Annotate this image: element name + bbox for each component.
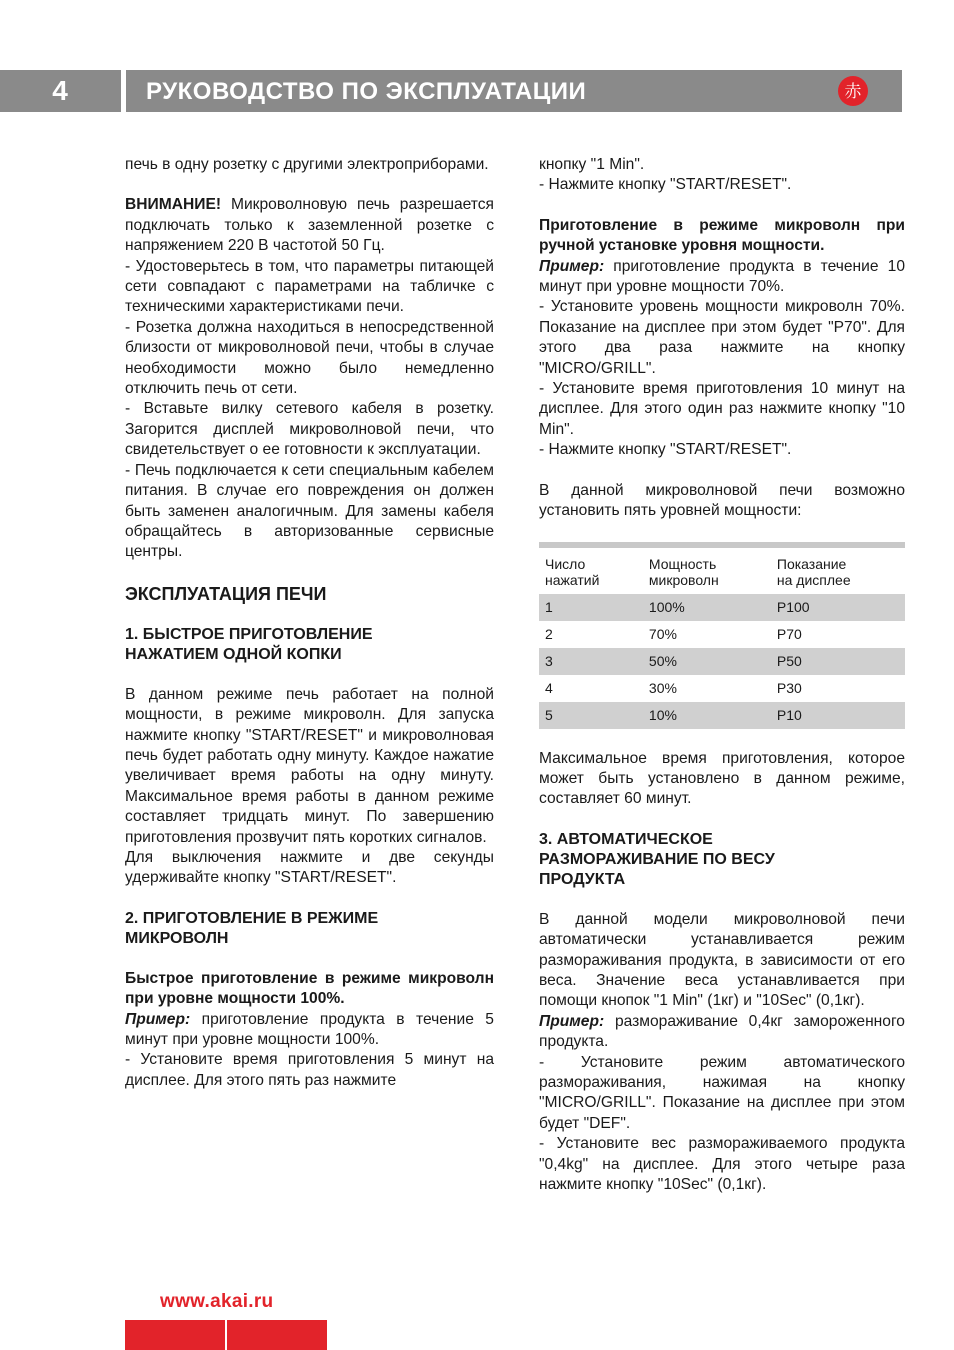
warning-paragraph <box>125 195 494 256</box>
table-row <box>539 594 905 621</box>
table-cell: 50% <box>643 648 771 675</box>
list-item: - Удостоверьтесь в том, что параметры питающей сети совпадают с параметрами на табличке с техническими характеристиками печи. <box>125 257 494 316</box>
list-item: - Установите уровень мощности микроволн 70%. Показание на дисплее при этом будет "P70". Для этого два раза нажмите на кнопку "MICRO/GRILL". <box>539 298 905 377</box>
footer-website-link[interactable]: www.akai.ru <box>160 1291 274 1312</box>
logo-glyph: 赤 <box>844 82 862 102</box>
table-cell: 30% <box>648 680 677 696</box>
list-item: - Вставьте вилку сетевого кабеля в розетку. Загорится дисплей микроволновой печи, что свидетельствует о ее готовности к эксплуатации. <box>125 400 494 459</box>
example-paragraph: Пример: приготовление продукта в течение 10 минут при уровне мощности 70%. <box>539 257 905 296</box>
table-row <box>539 648 905 675</box>
subsection-heading: 1. БЫСТРОЕ ПРИГОТОВЛЕНИЕ НАЖАТИЕМ ОДНОЙ КОПКИ <box>125 625 373 663</box>
footer-red-bar <box>227 1320 327 1350</box>
header-divider <box>121 70 126 112</box>
list-item: - Установите режим автоматического размораживания, нажимая на кнопку "MICRO/GRILL". Показание на дисплее при этом будет "DEF". <box>539 1053 905 1132</box>
table-cell: 5 <box>539 702 643 729</box>
table-cell: P10 <box>771 702 905 729</box>
table-cell: P70 <box>776 626 802 642</box>
page-title: РУКОВОДСТВО ПО ЭКСПЛУАТАЦИИ <box>146 78 587 105</box>
warning-label: ВНИМАНИЕ! <box>125 196 222 214</box>
list-item: - Печь подключается к сети специальным кабелем питания. В случае его повреждения он должен быть заменен аналогичным. Для замены кабеля обращайтесь в авторизованные сервисные центры. <box>125 461 494 561</box>
bold-subheading: Быстрое приготовление в режиме микроволн при уровне мощности 100%. <box>125 969 494 1008</box>
left-column <box>125 155 494 1091</box>
paragraph: кнопку "1 Min". <box>539 156 645 173</box>
table-row <box>539 621 905 648</box>
akai-logo-icon <box>837 75 869 107</box>
subsection-heading: 3. АВТОМАТИЧЕСКОЕ РАЗМОРАЖИВАНИЕ ПО ВЕСУ ПРОДУКТА <box>539 830 775 888</box>
table-cell: 100% <box>643 594 771 621</box>
paragraph: Максимальное время приготовления, которое может быть установлено в данном режиме, составляет 60 минут. <box>539 749 905 808</box>
table-cell: 70% <box>648 626 677 642</box>
table-row <box>539 675 905 702</box>
paragraph: Для выключения нажмите и две секунды удерживайте кнопку "START/RESET". <box>125 848 494 887</box>
example-label: Пример: <box>125 1010 191 1028</box>
footer-red-bar <box>125 1320 225 1350</box>
table-header-row <box>539 548 905 594</box>
list-item: - Установите время приготовления 10 минут на дисплее. Для этого один раз нажмите кнопку "10 Min". <box>539 380 905 438</box>
table-row <box>539 702 905 729</box>
example-label: Пример: <box>539 257 605 275</box>
paragraph: печь в одну розетку с другими электроприборами. <box>125 156 489 173</box>
paragraph: В данной модели микроволновой печи автоматически устанавливается режим размораживания продукта, в зависимости от его веса. Значение веса устанавливается при помощи кнопок "1 Min" (1кг) и "10Sec" (0,1кг). <box>539 910 905 1010</box>
list-item: - Нажмите кнопку "START/RESET". <box>539 441 792 459</box>
example-label: Пример: <box>539 1012 605 1030</box>
subsection-heading: 2. ПРИГОТОВЛЕНИЕ В РЕЖИМЕ МИКРОВОЛН <box>125 909 379 947</box>
example-paragraph: Пример: размораживание 0,4кг замороженного продукта. <box>539 1012 905 1051</box>
table-cell: 1 <box>539 594 643 621</box>
list-item: - Розетка должна находиться в непосредственной близости от микроволновой печи, чтобы в случае необходимости можно было немедленно отключить печь от сети. <box>125 318 494 398</box>
list-item: - Установите время приготовления 5 минут на дисплее. Для этого пять раз нажмите <box>125 1051 494 1089</box>
bold-subheading: Приготовление в режиме микроволн при ручной установке уровня мощности. <box>539 216 905 255</box>
paragraph: В данной микроволновой печи возможно установить пять уровней мощности: <box>539 481 905 520</box>
list-item: - Установите вес размораживаемого продукта "0,4kg" на дисплее. Для этого четыре раза нажмите кнопку "10Sec" (0,1кг). <box>539 1135 905 1193</box>
table-cell: 4 <box>545 680 553 696</box>
warning-text: Микроволновую печь разрешается подключать только к заземленной розетке с напряжением 220 В частотой 50 Гц. <box>125 196 494 255</box>
list-item: - Нажмите кнопку "START/RESET". <box>539 176 792 194</box>
table-cell: P100 <box>771 594 905 621</box>
table-cell: P50 <box>771 648 905 675</box>
table-header-cell: Мощность микроволн <box>648 555 719 588</box>
table-header-cell: Число нажатий <box>545 555 600 588</box>
table-cell: 2 <box>545 626 553 642</box>
paragraph: В данном режиме печь работает на полной мощности, в режиме микроволн. Для запуска нажмите кнопку "START/RESET" и микроволновая печь будет работать одну минуту. Каждое нажатие увеличивает время работы на одну минуту. Максимальное время работы в данном режиме составляет тридцать минут. По завершению приготовления прозвучит пять коротких сигналов. <box>125 685 494 846</box>
table-cell: P30 <box>776 680 802 696</box>
example-paragraph: Пример: приготовление продукта в течение 5 минут при уровне мощности 100%. <box>125 1010 494 1048</box>
table-cell: 10% <box>643 702 771 729</box>
page-number: 4 <box>52 75 68 106</box>
table-cell: 3 <box>539 648 643 675</box>
section-heading: ЭКСПЛУАТАЦИЯ ПЕЧИ <box>125 583 327 604</box>
page-header <box>0 70 902 112</box>
table-header-cell: Показание на дисплее <box>776 555 851 588</box>
right-column <box>539 155 905 1195</box>
power-levels-table <box>539 548 905 729</box>
